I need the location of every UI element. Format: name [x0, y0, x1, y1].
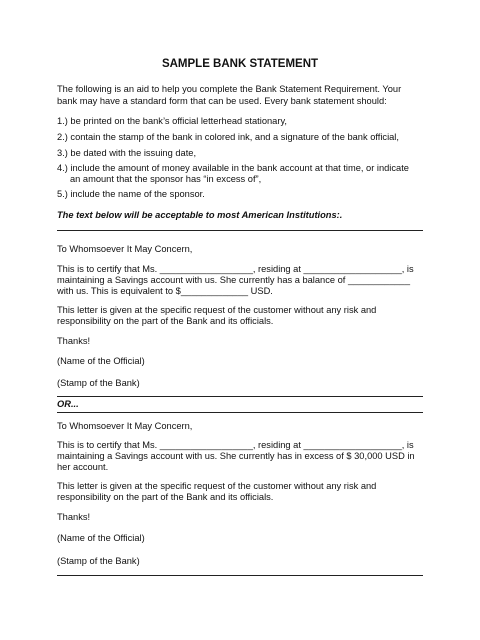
intro-line: bank may have a standard form that can be used. Every bank statement should: [57, 96, 387, 106]
letter2-thanks: Thanks! [57, 512, 91, 522]
letter1-salutation: To Whomsoever It May Concern, [57, 244, 193, 254]
requirement-item: 1.) be printed on the bank’s official letterhead stationary, [57, 116, 287, 126]
letter2-official-name: (Name of the Official) [57, 533, 145, 543]
letter1-body-line: This is to certify that Ms. __________________, residing at ___________________, is [57, 264, 414, 274]
letter1-official-name: (Name of the Official) [57, 356, 145, 366]
letter1-request-line: This letter is given at the specific request of the customer without any risk and [57, 305, 377, 315]
document-title: SAMPLE BANK STATEMENT [161, 58, 319, 70]
letter1-body-line: with us. This is equivalent to $_____________ USD. [57, 286, 273, 296]
letter2-request-line: This letter is given at the specific request of the customer without any risk and [57, 481, 377, 491]
requirement-item-continued: an amount that the sponsor has “in excess of”, [70, 174, 262, 184]
divider [57, 412, 423, 413]
letter2-body-line: This is to certify that Ms. __________________, residing at ___________________, is [57, 440, 414, 450]
intro-line: The following is an aid to help you complete the Bank Statement Requirement. Your [57, 84, 402, 94]
letter2-salutation: To Whomsoever It May Concern, [57, 421, 193, 431]
divider [57, 230, 423, 231]
letter1-bank-stamp: (Stamp of the Bank) [57, 378, 140, 388]
letter2-body-line: her account. [57, 462, 109, 472]
divider [57, 575, 423, 576]
requirement-item: 5.) include the name of the sponsor. [57, 189, 205, 199]
letter2-request-line: responsibility on the part of the Bank and its officials. [57, 492, 274, 502]
requirement-item: 4.) include the amount of money available in the bank account at that time, or indicate [57, 163, 409, 173]
acceptable-note: The text below will be acceptable to most American Institutions:. [57, 210, 343, 220]
requirement-item: 3.) be dated with the issuing date, [57, 148, 197, 158]
letter1-body-line: maintaining a Savings account with us. She currently has a balance of ____________ [57, 275, 411, 285]
letter2-body-line: maintaining a Savings account with us. She currently has in excess of $ 30,000 USD in [57, 451, 415, 461]
letter1-thanks: Thanks! [57, 336, 91, 346]
divider [57, 396, 423, 397]
requirement-item: 2.) contain the stamp of the bank in colored ink, and a signature of the bank official, [57, 132, 399, 142]
letter1-request-line: responsibility on the part of the Bank and its officials. [57, 316, 274, 326]
letter2-bank-stamp: (Stamp of the Bank) [57, 556, 140, 566]
or-label: OR... [57, 399, 79, 409]
